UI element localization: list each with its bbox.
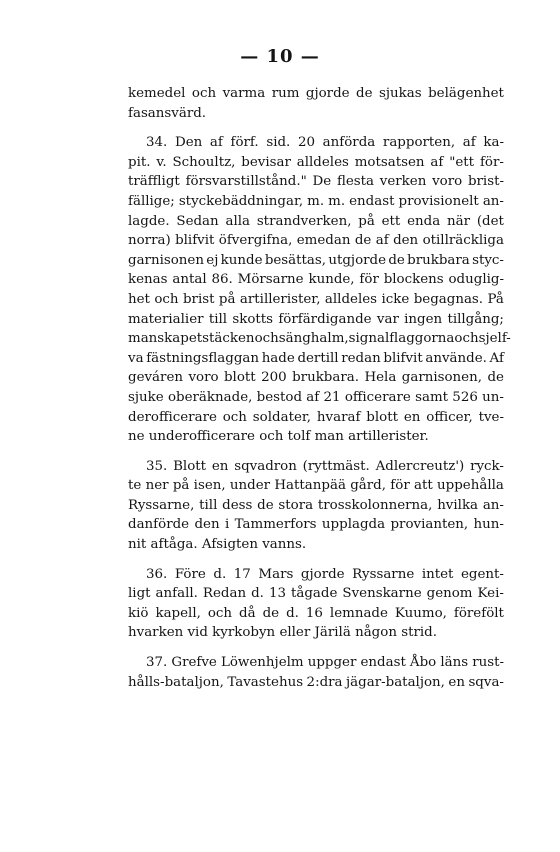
text-line: manskapets täcken och sänghalm, signalflaggorna och sjelf- bbox=[128, 331, 511, 347]
text-line: 36. Före d. 17 Mars gjorde Ryssarne intet egent- bbox=[146, 566, 504, 582]
text-line: pit. v. Schoultz, bevisar alldeles motsatsen af "ett för- bbox=[128, 154, 504, 170]
text-line: geváren voro blott 200 brukbara. Hela garnisonen, de bbox=[128, 370, 504, 386]
text-line: norra) blifvit öfvergifna, emedan de af den otillräckliga bbox=[128, 233, 504, 249]
text-line: 34. Den af förf. sid. 20 anförda rapporten, af ka- bbox=[146, 135, 504, 151]
paragraph-continuation bbox=[128, 84, 504, 123]
text-line: kiö kapell, och då de d. 16 lemnade Kuumo, förefölt bbox=[128, 605, 504, 621]
text-line: hålls-bataljon, Tavastehus 2:dra jägar-bataljon, en sqva- bbox=[128, 674, 504, 690]
paragraph-note-34 bbox=[128, 133, 511, 447]
text-line: Ryssarne, till dess de stora trosskolonnerna, hvilka an- bbox=[128, 497, 504, 513]
text-line: hvarken vid kyrkobyn eller Järilä någon strid. bbox=[128, 625, 437, 641]
text-line: ligt anfall. Redan d. 13 tågade Svenskarne genom Kei- bbox=[128, 586, 504, 602]
text-line: 37. Grefve Löwenhjelm uppger endast Åbo läns rust- bbox=[146, 655, 504, 671]
text-line: sjuke oberäknade, bestod af 21 officerare samt 526 un- bbox=[128, 389, 504, 405]
paragraph-note-37 bbox=[128, 653, 504, 692]
text-line: kemedel och varma rum gjorde de sjukas belägenhet bbox=[128, 86, 504, 101]
text-line: danförde den i Tammerfors upplagda provianten, hun- bbox=[128, 517, 504, 533]
text-line: garnisonen ej kunde besättas, utgjorde de brukbara styc- bbox=[128, 252, 504, 268]
text-line: lagde. Sedan alla strandverken, på ett enda när (det bbox=[128, 213, 504, 229]
text-line: nit aftåga. Afsigten vanns. bbox=[128, 537, 307, 553]
text-line: materialier till skotts förfärdigande var ingen tillgång; bbox=[128, 311, 504, 327]
text-line: fasansvärd. bbox=[128, 105, 207, 121]
text-line: 35. Blott en sqvadron (ryttmäst. Adlercreutz') ryck- bbox=[146, 458, 504, 474]
text-line: träffligt försvarstillstånd." De flesta verken voro brist- bbox=[128, 174, 504, 190]
page-body bbox=[128, 84, 511, 692]
paragraph-note-35 bbox=[128, 457, 504, 555]
page-number-header: — 10 — bbox=[240, 46, 320, 67]
text-line: het och brist på artillerister, alldeles icke begagnas. På bbox=[128, 291, 504, 307]
text-line: te ner på isen, under Hattanpää gård, för att uppehålla bbox=[128, 478, 504, 494]
paragraph-note-36 bbox=[128, 565, 504, 643]
text-line: va fästningsflaggan hade dertill redan blifvit använde. Af bbox=[128, 350, 504, 366]
text-line: ne underofficerare och tolf man artillerister. bbox=[128, 429, 429, 445]
text-line: kenas antal 86. Mörsarne kunde, för blockens oduglig- bbox=[128, 272, 504, 288]
text-line: derofficerare och soldater, hvaraf blott en officer, tve- bbox=[128, 409, 504, 425]
text-line: fällige; styckebäddningar, m. m. endast provisionelt an- bbox=[128, 193, 504, 209]
